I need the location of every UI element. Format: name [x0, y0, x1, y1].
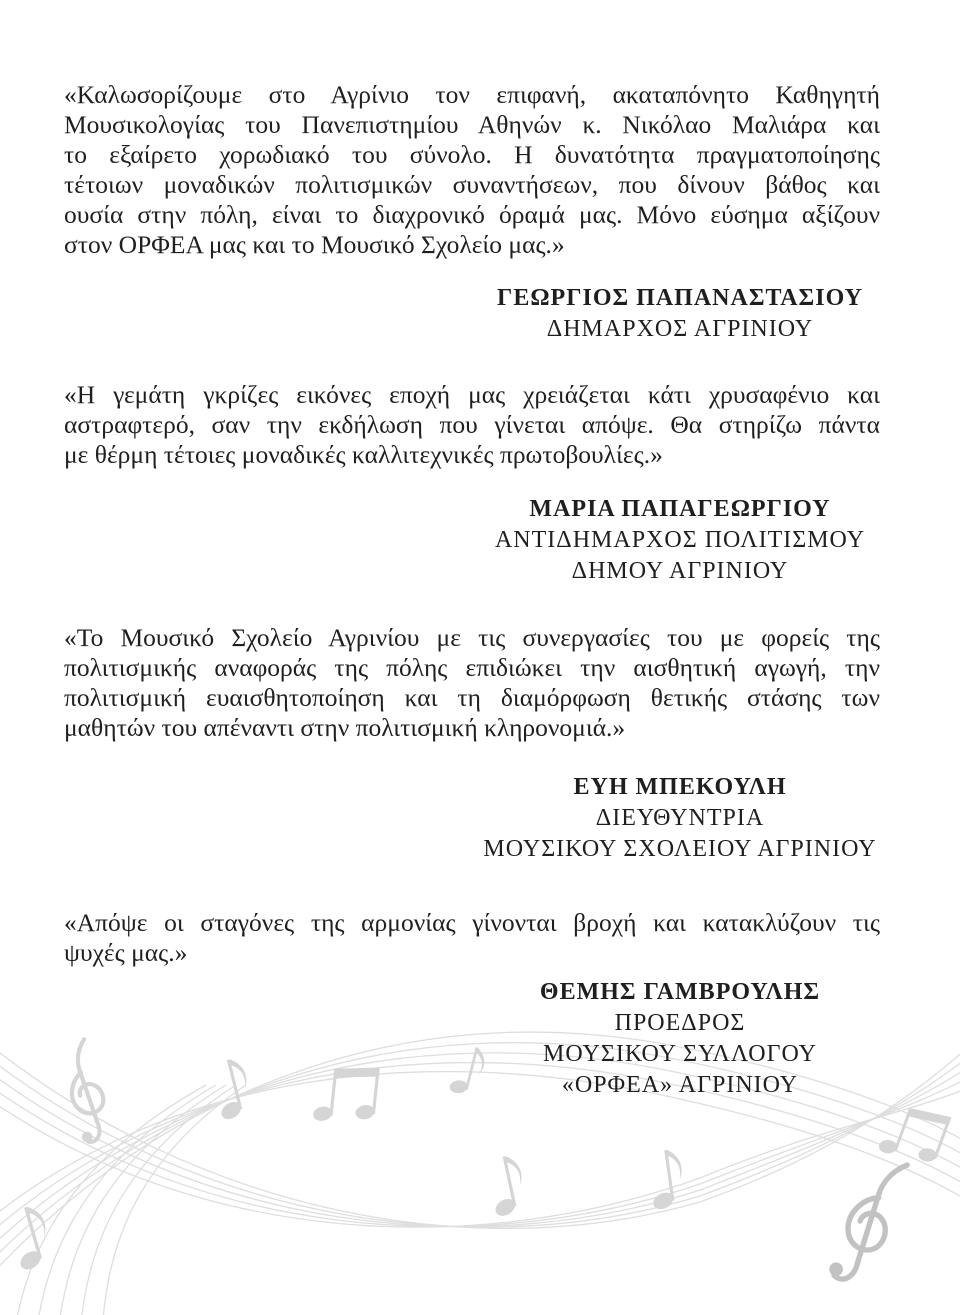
quote-line: το εξαίρετο χορωδιακό του σύνολο. Η δυνατότητα πραγματοποίησης [64, 140, 880, 169]
quote-line: «Καλωσορίζουμε στο Αγρίνιο τον επιφανή, ακαταπόνητο Καθηγητή [64, 80, 880, 109]
quote-block [64, 908, 880, 968]
quote-line: πολιτισμικής αναφοράς της πόλης επιδιώκει την αισθητική αγωγή, την [64, 653, 880, 682]
quote-line: «Το Μουσικό Σχολείο Αγρινίου με τις συνεργασίες του με φορείς της [64, 623, 880, 652]
signatory-title: ΠΡΟΕΔΡΟΣ [614, 1010, 746, 1036]
quote-line: Μουσικολογίας του Πανεπιστημίου Αθηνών κ. Νικόλαο Μαλιάρα και [64, 110, 880, 139]
signatory-title: ΔΙΕΥΘΥΝΤΡΙΑ [595, 805, 765, 831]
signatory-title: ΔΗΜΑΡΧΟΣ ΑΓΡΙΝΙΟΥ [546, 316, 814, 342]
eighth-note-icon [483, 1154, 530, 1221]
signatory-title: ΔΗΜΟΥ ΑΓΡΙΝΙΟΥ [571, 558, 789, 584]
signature-block [400, 977, 960, 1101]
quote-line: μαθητών του απέναντι στην πολιτισμική κληρονομιά.» [64, 713, 626, 742]
eighth-note-icon [644, 1148, 687, 1213]
signatory-title: ΑΝΤΙΔΗΜΑΡΧΟΣ ΠΟΛΙΤΙΣΜΟΥ [494, 527, 866, 553]
eighth-note-icon [3, 1203, 56, 1274]
quotes-and-signatures [0, 80, 960, 1101]
quote-line: ουσία στην πόλη, είναι το διαχρονικό όραμά μας. Μόνο εύσημα αξίζουν [64, 200, 880, 229]
quote-line: «Η γεμάτη γκρίζες εικόνες εποχή μας χρειάζεται κάτι χρυσαφένιο και [64, 380, 880, 409]
signature-block [400, 772, 960, 865]
signatory-name: ΘΕΜΗΣ ΓΑΜΒΡΟΥΛΗΣ [539, 979, 821, 1005]
quote-block [64, 80, 880, 260]
signature-block [400, 494, 960, 587]
signatory-name: ΕΥΗ ΜΠΕΚΟΥΛΗ [573, 774, 787, 800]
quote-line: πολιτισμική ευαισθητοποίηση και τη διαμόρφωση θετικής στάσης των [64, 683, 880, 712]
signatory-name: ΓΕΩΡΓΙΟΣ ΠΑΠΑΝΑΣΤΑΣΙΟΥ [497, 285, 863, 311]
treble-clef-icon [822, 1153, 919, 1288]
signatory-title: ΜΟΥΣΙΚΟΥ ΣΥΛΛΟΓΟΥ [543, 1041, 817, 1067]
signatory-title: «ΟΡΦΕΑ» ΑΓΡΙΝΙΟΥ [561, 1072, 799, 1098]
quote-line: ψυχές μας.» [64, 938, 188, 967]
quote-block [64, 380, 880, 470]
quote-line: «Απόψε οι σταγόνες της αρμονίας γίνονται βροχή και κατακλύζουν τις [64, 908, 880, 937]
signature-block [400, 283, 960, 345]
signatory-title: ΜΟΥΣΙΚΟΥ ΣΧΟΛΕΙΟΥ ΑΓΡΙΝΙΟΥ [483, 836, 877, 862]
quote-line: με θέρμη τέτοιες μοναδικές καλλιτεχνικές πρωτοβουλίες.» [64, 440, 663, 469]
signatory-name: ΜΑΡΙΑ ΠΑΠΑΓΕΩΡΓΙΟΥ [529, 496, 831, 522]
quote-line: τέτοιων μοναδικών πολιτισμικών συναντήσεων, που δίνουν βάθος και [64, 170, 880, 199]
quote-line: στον ΟΡΦΕΑ μας και το Μουσικό Σχολείο μας.» [64, 230, 565, 259]
quote-block [64, 623, 880, 743]
quote-line: αστραφτερό, σαν την εκδήλωση που γίνεται απόψε. Θα στηρίζω πάντα [64, 410, 880, 439]
